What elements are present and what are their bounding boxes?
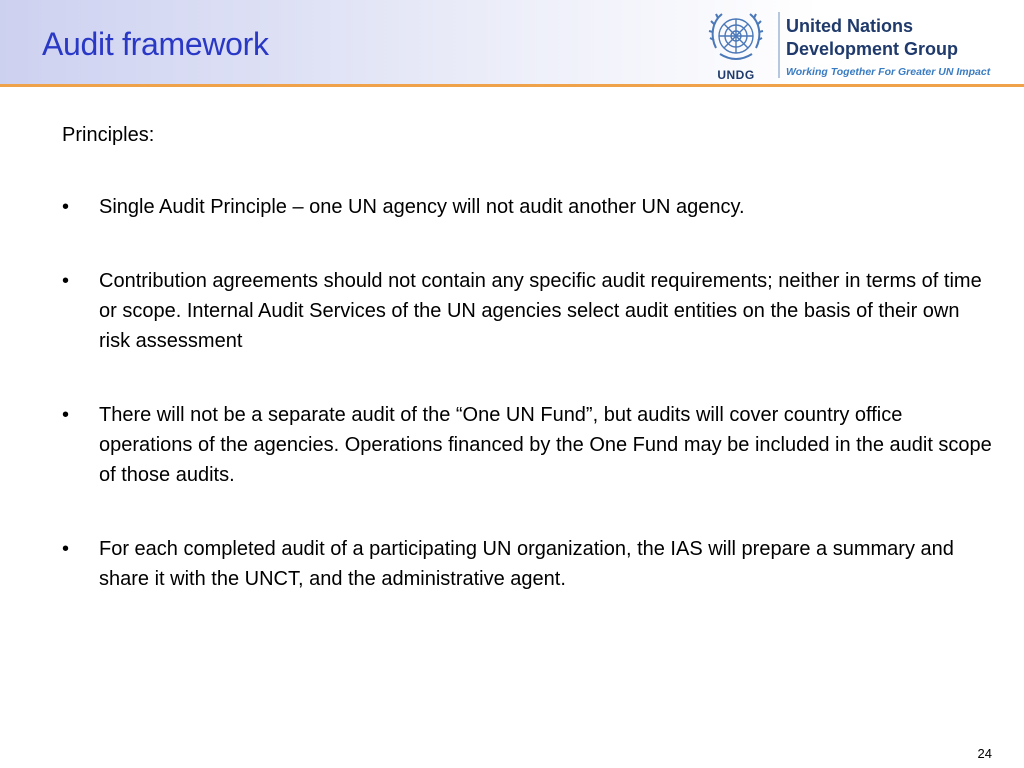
bullet-marker: • (62, 196, 70, 218)
bullet-item (62, 192, 992, 222)
intro-text: Principles: (62, 124, 155, 146)
bullet-marker: • (62, 404, 70, 426)
page-number: 24 (977, 746, 992, 761)
undg-logo (700, 8, 1018, 82)
logo-abbreviation: UNDG (717, 68, 755, 82)
header-divider (0, 84, 1024, 87)
bullet-text: For each completed audit of a participating UN organization, the IAS will prepare a summary and share it with the UNCT, and the administrative agent. (99, 538, 954, 590)
slide-title: Audit framework (42, 26, 269, 62)
slide-body (62, 120, 992, 638)
bullet-text: There will not be a separate audit of the “One UN Fund”, but audits will cover country office operations of the agencies. Operations financed by the One Fund may be included in the audit scope of those audits. (99, 404, 992, 486)
un-emblem-icon (706, 8, 766, 68)
bullet-text: Single Audit Principle – one UN agency will not audit another UN agency. (99, 196, 745, 218)
bullet-item (62, 266, 992, 356)
bullet-item (62, 534, 992, 594)
logo-name-line2: Development Group (786, 39, 959, 59)
bullet-text: Contribution agreements should not contain any specific audit requirements; neither in terms of time or scope. Internal Audit Services of the UN agencies select audit entities on the basis of their own risk assessment (99, 270, 982, 352)
bullet-item (62, 400, 992, 490)
bullet-marker: • (62, 270, 70, 292)
logo-divider (778, 12, 780, 78)
bullet-marker: • (62, 538, 70, 560)
logo-tagline: Working Together For Greater UN Impact (786, 66, 991, 78)
bullet-list (62, 192, 992, 594)
logo-name-line1: United Nations (786, 16, 914, 36)
slide-header (0, 0, 1024, 86)
